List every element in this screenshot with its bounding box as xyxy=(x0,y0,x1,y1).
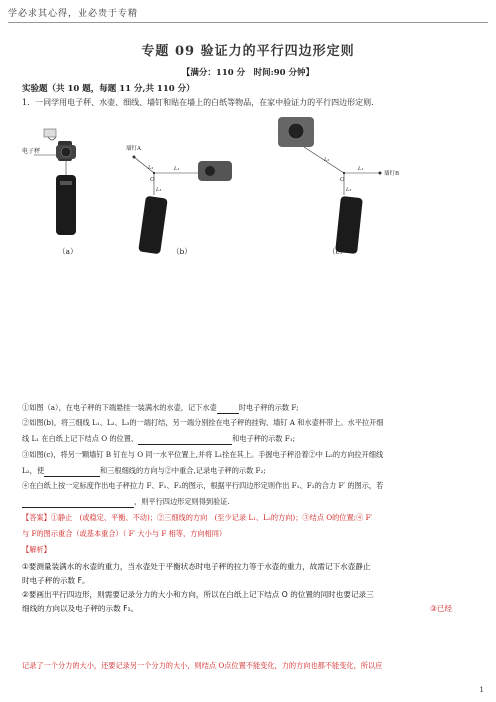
header-divider xyxy=(8,22,488,23)
analysis-line-4-text: 细线的方向以及电子秤的示数 F₁。 xyxy=(22,604,139,613)
caption-b: （b） xyxy=(172,247,192,256)
step-3-pre: L₂，使 xyxy=(22,466,45,475)
label-L3-c: L₃ xyxy=(346,187,352,193)
step-2-post: 和电子秤的示数 F₁; xyxy=(232,434,296,443)
label-L2-b: L₂ xyxy=(148,165,154,171)
answer-line-2: 与 F的图示重合（或基本重合）（ F′ 大小与 F 相等，方向相同） xyxy=(22,529,227,538)
step-2-pre: 线 L₁ 在白纸上记下结点 O 的位置、 xyxy=(22,434,139,443)
score-line: 【满分：110 分 时间:90 分钟】 xyxy=(181,68,315,78)
step-4-line-1: ④在白纸上按一定标度作出电子秤拉力 F、F₁、F₂的图示，根据平行四边形定则作出 F₁、F₂的合力 F′ 的图示，若 xyxy=(22,481,384,490)
caption-a: （a） xyxy=(58,247,78,256)
label-O-b: O xyxy=(150,177,155,183)
nail-b xyxy=(379,172,382,175)
caption-c: （c） xyxy=(328,247,348,256)
kettle-b xyxy=(138,196,168,255)
figure-c xyxy=(278,117,382,254)
analysis-line-3: ②要画出平行四边形，则需要记录分力的大小和方向，所以在白纸上记下结点 O 的位置的同时也要记录三 xyxy=(22,590,374,599)
label-nail-a: 墙钉A xyxy=(126,146,141,152)
analysis-line-4 xyxy=(22,602,452,616)
label-L1-b: L₁ xyxy=(174,166,180,172)
header-motto: 学必求其心得，业必贵于专精 xyxy=(8,9,139,19)
answer-line-1: 【答案】①静止 (或稳定、平衡、不动)；②三细线的方向 (至少记录 L₁、L₂的方向)；③结点 O的位置;④ F′ xyxy=(22,513,373,522)
blank-2 xyxy=(138,436,232,445)
analysis-line-4-red: ③已经 xyxy=(430,604,452,613)
step-1 xyxy=(22,402,482,414)
label-L1-c: L₁ xyxy=(358,166,364,172)
step-2-line-2 xyxy=(22,433,482,445)
step-1-pre: ①如图（a），在电子秤的下端悬挂一装满水的水壶，记下水壶 xyxy=(22,403,217,412)
blank-3 xyxy=(44,468,100,477)
label-O-c: O xyxy=(340,177,345,183)
step-3-line-1: ③如图(c)，将另一颗墙钉 B 钉在与 O 同一水平位置上,并将 L₁拴在其上。手握电子秤沿着②中 L₂的方向拉开细线 xyxy=(22,450,384,459)
page-number: 1 xyxy=(479,686,484,694)
question-text: 1．一同学用电子秤、水壶、细线、墙钉和贴在墙上的白纸等物品，在家中验证力的平行四边形定则. xyxy=(22,98,374,107)
step-4-line-2 xyxy=(22,496,482,508)
analysis-body xyxy=(22,560,452,616)
label-nail-b: 墙钉B xyxy=(384,171,400,177)
step-3-line-2 xyxy=(22,465,482,477)
step-4-post: ，则平行四边形定则得到验证. xyxy=(134,497,230,506)
analysis-line-5: 记录了一个分力的大小，还要记录另一个分力的大小，则结点 O点位置不能变化，力的方向也都不能变化，所以应 xyxy=(22,661,383,670)
analysis-label: 【解析】 xyxy=(22,545,51,554)
page-title: 专题 09 验证力的平行四边形定则 xyxy=(141,44,355,59)
step-3-post: 和三根细线的方向与②中重合,记录电子秤的示数 F₂; xyxy=(100,466,266,475)
analysis-line-1: ①要测量装满水的水壶的重力，当水壶处于平衡状态时电子秤的拉力等于水壶的重力，故需记下水壶静止 xyxy=(22,562,371,571)
blank-1 xyxy=(217,405,239,414)
blank-4 xyxy=(22,499,134,508)
label-L3-b: L₃ xyxy=(156,187,162,193)
label-scale: 电子秤 xyxy=(22,148,41,155)
experiment-figures xyxy=(22,115,482,255)
figure-a xyxy=(34,129,76,235)
section-heading: 实验题（共 10 题，每题 11 分,共 110 分） xyxy=(22,84,195,94)
analysis-line-2: 时电子秤的示数 F。 xyxy=(22,576,90,585)
label-L2-c: L₂ xyxy=(324,157,330,163)
step-2-line-1: ②如图(b)，将三细线 L₁、L₂、L₃的一端打结，另一端分别拴在电子秤的挂钩、墙钉 A 和水壶杯带上。水平拉开细 xyxy=(22,418,384,427)
step-1-post: 时电子秤的示数 F; xyxy=(238,403,299,412)
